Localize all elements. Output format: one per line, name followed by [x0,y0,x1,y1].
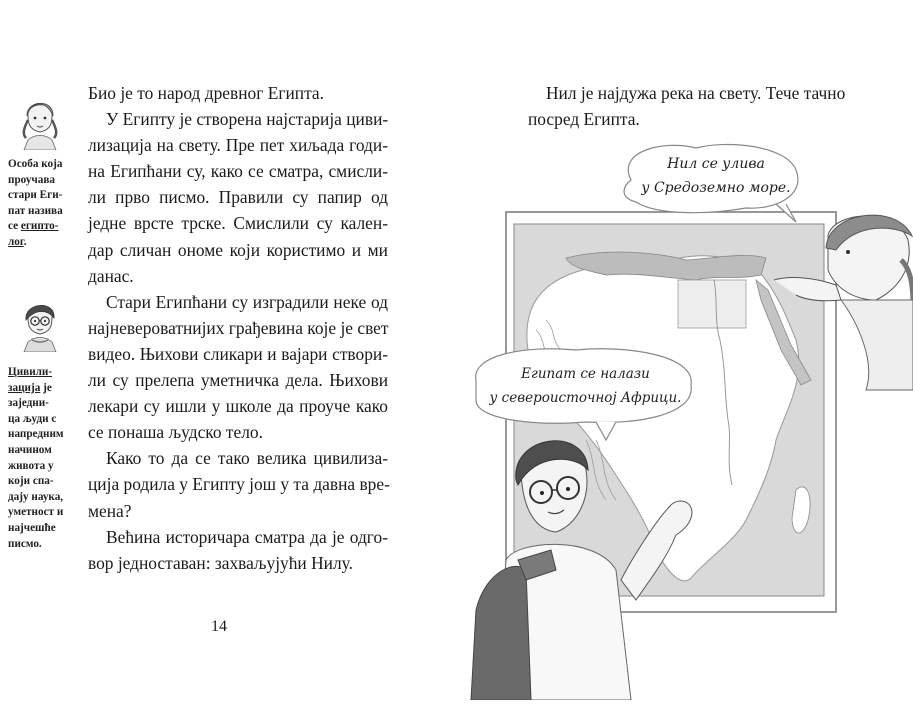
note-line: писмо. [8,537,42,550]
text-line: посред Египта. [528,109,640,130]
text-line: Стари Египћани су изградили неке од [106,291,388,312]
text-line: дар сличан ономе који користимо и ми [88,239,388,260]
page-number: 14 [211,618,227,635]
sidebar-note-egyptologist [8,157,90,251]
bubble-line: у североисточној Африци. [489,390,682,406]
note-line: стари Еги- [8,189,63,202]
girl-portrait-icon [14,94,66,150]
speech-bubble-girl [636,152,796,200]
note-line: најчешће [8,521,56,534]
note-line: проучава [8,173,55,186]
note-line: који спа- [8,475,54,488]
left-page [0,0,456,700]
text-line: У Египту је створена најстарија циви- [106,109,389,130]
note-line: је [40,381,52,394]
note-line: се [8,220,21,233]
speech-bubble-boy [478,362,693,410]
text-line: видео. Њихови сликари и вајари створи- [88,343,388,364]
note-punctuation: . [23,235,27,248]
map-scene-drawing [456,140,913,700]
note-line: уметност и [8,506,64,519]
text-line: на Египћани су, како се сматра, смисли- [88,161,388,182]
text-line: ција родила у Египту још у та давна вре- [88,474,390,495]
text-line: Био је то народ древног Египта. [88,83,324,103]
text-line: најневероватнијих грађевина које је свет [88,317,389,338]
note-line: ца људи с [8,412,57,425]
text-line: ли су прелепа уметничка дела. Њихови [88,370,388,391]
note-line: напредним [8,428,64,441]
text-line: ли прво писмо. Правили су папир од [88,187,388,208]
text-line: данас. [88,265,134,286]
text-line: Већина историчара сматра да је одго- [106,526,388,547]
illustration-map-scene [456,140,913,700]
main-text-left [88,80,388,576]
text-line: Како то да се тако велика цивилиза- [106,448,388,469]
note-line: заједни- [8,397,49,410]
text-line: вор једноставан: захваљујући Нилу. [88,552,353,573]
note-line: начином [8,443,52,456]
main-text-right [528,80,868,132]
note-line: дају наука, [8,490,64,503]
glossary-term: лог [8,235,24,248]
text-line: Нил је најдужа река на свету. Тече тачно [546,83,846,103]
text-line: се понаша људско тело. [88,422,263,443]
note-line: Особа која [8,158,63,170]
note-line: пат назива [8,204,63,217]
bubble-line: Египат се налази [521,366,650,382]
glossary-term: Цивили- [8,366,53,378]
text-line: једне врсте трске. Смислили су кален- [88,213,388,234]
sidebar-note-civilization [8,365,90,552]
text-line: лекари су ишли у школе да проуче како [88,396,388,417]
glossary-term: зација [8,381,41,394]
text-line: лизација на свету. Пре пет хиљада годи- [88,135,388,156]
note-line: живота у [8,459,54,472]
text-line: мена? [88,500,132,521]
bubble-line: Нил се улива [667,156,765,172]
glossary-term: египто- [20,220,59,233]
boy-portrait-icon [14,296,66,352]
bubble-line: у Средоземно море. [641,180,791,196]
